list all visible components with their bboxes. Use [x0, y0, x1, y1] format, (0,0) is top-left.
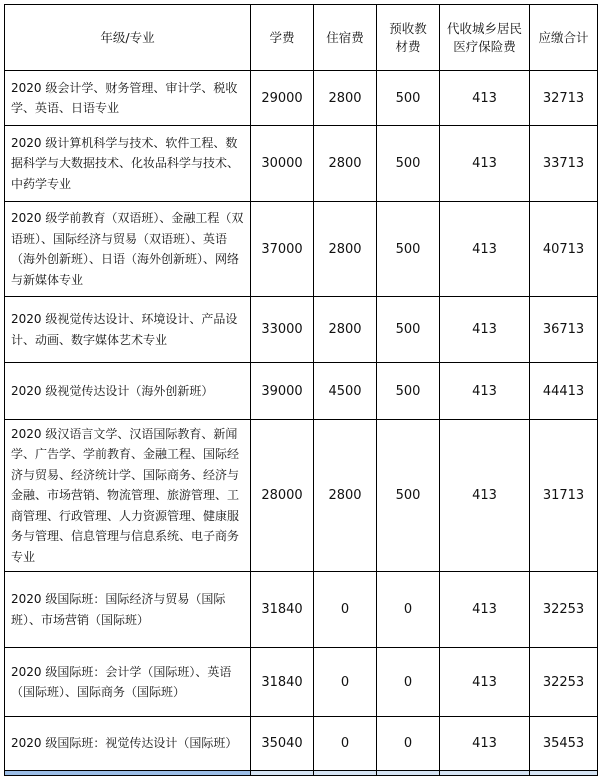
- insurance-cell: 413: [440, 202, 530, 297]
- major-cell: 2020 级视觉传达设计（海外创新班）: [5, 363, 251, 420]
- major-cell: 2020 级国际班：国际经济与贸易（国际班）、市场营销（国际班）: [5, 572, 251, 648]
- tuition-cell: 35040: [251, 717, 314, 771]
- major-cell: 2020 级国际班：视觉传达设计（国际班）: [5, 717, 251, 771]
- row-fill: [530, 771, 598, 776]
- total-cell: 33713: [530, 126, 598, 202]
- textbook-cell: 0: [377, 717, 440, 771]
- major-cell: 2020 级学前教育（双语班）、金融工程（双语班）、国际经济与贸易（双语班）、英语（海外创新班）、日语（海外创新班）、网络与新媒体专业: [5, 202, 251, 297]
- table-row: [5, 648, 598, 717]
- tuition-cell: 31840: [251, 648, 314, 717]
- row-fill: [377, 771, 440, 776]
- truncated-next-row: [5, 771, 598, 776]
- header-total: 应缴合计: [530, 5, 598, 71]
- total-cell: 32253: [530, 572, 598, 648]
- dorm-cell: 2800: [314, 420, 377, 572]
- header-textbook: 预收教材费: [377, 5, 440, 71]
- major-cell: 2020 级会计学、财务管理、审计学、税收学、英语、日语专业: [5, 71, 251, 126]
- table-row: [5, 71, 598, 126]
- dorm-cell: 0: [314, 717, 377, 771]
- table-row: [5, 420, 598, 572]
- table-row: [5, 202, 598, 297]
- textbook-cell: 500: [377, 297, 440, 363]
- tuition-cell: 33000: [251, 297, 314, 363]
- major-cell: 2020 级计算机科学与技术、软件工程、数据科学与大数据技术、化妆品科学与技术、中药学专业: [5, 126, 251, 202]
- textbook-cell: 0: [377, 572, 440, 648]
- row-fill: [5, 771, 251, 776]
- header-dorm: 住宿费: [314, 5, 377, 71]
- dorm-cell: 4500: [314, 363, 377, 420]
- textbook-cell: 500: [377, 363, 440, 420]
- insurance-cell: 413: [440, 71, 530, 126]
- total-cell: 32253: [530, 648, 598, 717]
- dorm-cell: 2800: [314, 71, 377, 126]
- header-major: 年级/专业: [5, 5, 251, 71]
- textbook-cell: 500: [377, 126, 440, 202]
- total-cell: 40713: [530, 202, 598, 297]
- textbook-cell: 500: [377, 71, 440, 126]
- table-row: [5, 572, 598, 648]
- textbook-cell: 0: [377, 648, 440, 717]
- fee-table: [4, 4, 598, 776]
- insurance-cell: 413: [440, 648, 530, 717]
- insurance-cell: 413: [440, 420, 530, 572]
- textbook-cell: 500: [377, 420, 440, 572]
- header-insurance: 代收城乡居民医疗保险费: [440, 5, 530, 71]
- table-row: [5, 363, 598, 420]
- insurance-cell: 413: [440, 717, 530, 771]
- header-row: [5, 5, 598, 71]
- total-cell: 36713: [530, 297, 598, 363]
- insurance-cell: 413: [440, 126, 530, 202]
- textbook-cell: 500: [377, 202, 440, 297]
- total-cell: 44413: [530, 363, 598, 420]
- table-row: [5, 297, 598, 363]
- header-tuition: 学费: [251, 5, 314, 71]
- insurance-cell: 413: [440, 363, 530, 420]
- tuition-cell: 30000: [251, 126, 314, 202]
- insurance-cell: 413: [440, 572, 530, 648]
- tuition-cell: 31840: [251, 572, 314, 648]
- row-fill: [314, 771, 377, 776]
- major-cell: 2020 级汉语言文学、汉语国际教育、新闻学、广告学、学前教育、金融工程、国际经济与贸易、经济统计学、国际商务、经济与金融、市场营销、物流管理、旅游管理、工商管理、行政管理、人力资源管理、健康服务与管理、信息管理与信息系统、电子商务专业: [5, 420, 251, 572]
- total-cell: 32713: [530, 71, 598, 126]
- total-cell: 35453: [530, 717, 598, 771]
- dorm-cell: 2800: [314, 202, 377, 297]
- major-cell: 2020 级国际班：会计学（国际班）、英语（国际班）、国际商务（国际班）: [5, 648, 251, 717]
- tuition-cell: 39000: [251, 363, 314, 420]
- row-fill: [251, 771, 314, 776]
- major-cell: 2020 级视觉传达设计、环境设计、产品设计、动画、数字媒体艺术专业: [5, 297, 251, 363]
- tuition-cell: 29000: [251, 71, 314, 126]
- table-row: [5, 717, 598, 771]
- tuition-cell: 28000: [251, 420, 314, 572]
- table-row: [5, 126, 598, 202]
- tuition-cell: 37000: [251, 202, 314, 297]
- dorm-cell: 0: [314, 572, 377, 648]
- row-fill: [440, 771, 530, 776]
- dorm-cell: 2800: [314, 126, 377, 202]
- dorm-cell: 0: [314, 648, 377, 717]
- insurance-cell: 413: [440, 297, 530, 363]
- total-cell: 31713: [530, 420, 598, 572]
- dorm-cell: 2800: [314, 297, 377, 363]
